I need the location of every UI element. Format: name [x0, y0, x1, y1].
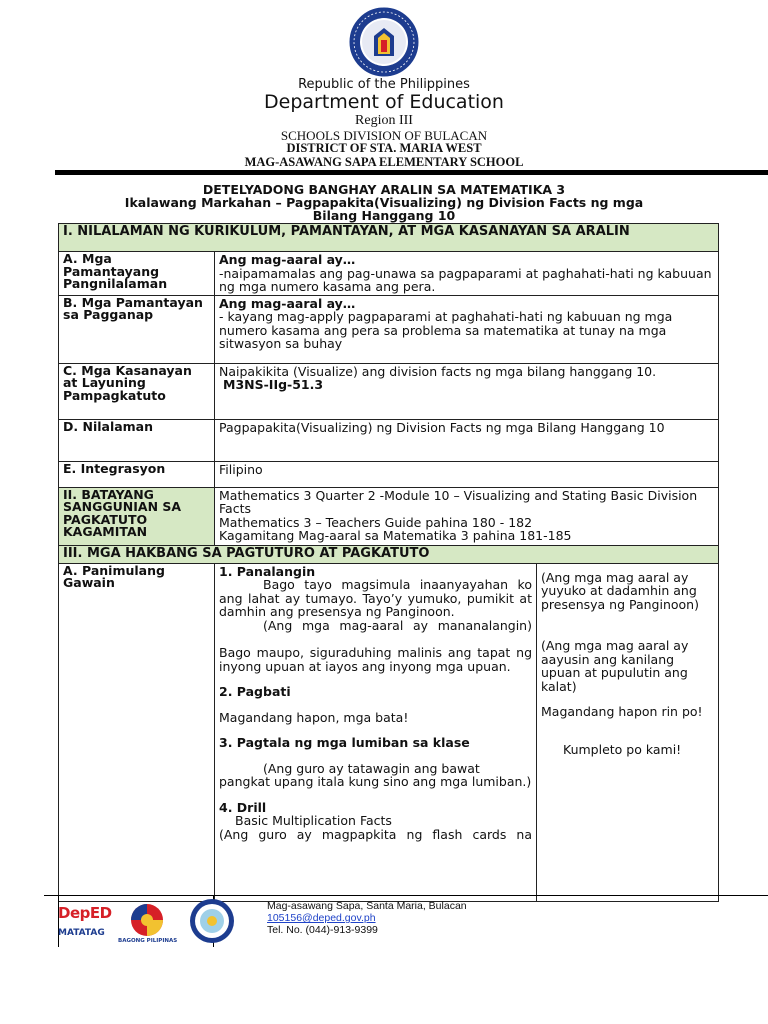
row-b-content [215, 295, 719, 363]
row-c-label: C. Mga Kasanayan at Layuning Pampagkatuto [59, 363, 215, 419]
footer-rule [44, 895, 768, 896]
step-3-heading: 3. Pagtala ng mga lumiban sa klase [219, 735, 470, 750]
row-a-heading: Ang mag-aaral ay… [219, 252, 356, 267]
deped-seal [336, 6, 432, 78]
plan-subtitle: Ikalawang Markahan – Pagpapakita(Visualizing) ng Division Facts ng mga [124, 195, 644, 210]
prayer-note: (Ang mga mag-aaral ay mananalangin) [263, 617, 532, 633]
references-cell [215, 487, 719, 545]
reference-2: Mathematics 3 – Teachers Guide pahina 180 - 182 [219, 514, 533, 530]
row-b-label: B. Mga Pamantayan sa Pagganap [59, 295, 215, 363]
row-b-heading: Ang mag-aaral ay… [219, 295, 356, 311]
bagong-pilipinas-label: BAGONG PILIPINAS [118, 938, 178, 944]
row-d-text: Pagpapakita(Visualizing) ng Division Facts ng mga Bilang Hanggang 10 [215, 419, 719, 461]
pupil-response-1: (Ang mga mag aaral ay yuyuko at dadamhin ang presensya ng Panginoon) [541, 569, 699, 612]
school-address: Mag-asawang Sapa, Santa Maria, Bulacan [267, 900, 467, 912]
pupil-response-2: (Ang mga mag aaral ay aayusin ang kanilang upuan at pupulutin ang kalat) [541, 638, 689, 694]
row-b-text: - kayang mag-apply pagpaparami at paghahati-hati ng kabuuan ng mga numero kasama ang pera sa problema sa matematika at tunay na mga sitwasyon sa buhay [219, 309, 673, 351]
lesson-plan-table [58, 223, 719, 902]
region-line: Region III [355, 113, 413, 128]
panimulang-label: A. Panimulang Gawain [59, 563, 215, 901]
plan-title: DETELYADONG BANGHAY ARALIN SA MATEMATIKA 3 [202, 182, 566, 197]
section-1-heading: I. NILALAMAN NG KURIKULUM, PAMANTAYAN, AT MGA KASANAYAN SA ARALIN [59, 224, 719, 252]
row-e-label: E. Integrasyon [59, 461, 215, 487]
row-a-text: -naipamamalas ang pag-unawa sa pagpaparami at paghahati-hati ng kabuuan ng mga numero kasama ang pera. [219, 265, 712, 294]
competency-code: M3NS-IIg-51.3 [223, 377, 324, 392]
prayer-text: Bago tayo magsimula inaanyayahan ko ang lahat ay tumayo. Tayo’y yumuko, pumikit at damhin ang presensya ng Panginoon. [219, 577, 532, 619]
reference-1: Mathematics 3 Quarter 2 -Module 10 – Visualizing and Stating Basic Division Facts [219, 487, 698, 516]
step-4-heading: 4. Drill [219, 799, 267, 815]
reference-3: Kagamitang Mag-aaral sa Matematika 3 pahina 181-185 [219, 528, 572, 543]
attendance-text: (Ang guro ay tatawagin ang bawat pangkat upang itala kung sino ang mga lumiban.) [219, 760, 532, 789]
header-rule [55, 170, 768, 175]
school-seal [184, 898, 240, 944]
department-name: Department of Education [264, 91, 504, 113]
seat-text: Bago maupo, siguraduhing malinis ang tapat ng inyong upuan at iayos ang inyong mga upuan. [219, 645, 532, 674]
row-e-text: Filipino [215, 461, 719, 487]
step-2-heading: 2. Pagbati [219, 684, 291, 699]
drill-note: (Ang guro ay magpapkita ng flash cards na [219, 826, 532, 842]
greeting-text: Magandang hapon, mga bata! [219, 709, 409, 725]
section-2-heading: II. BATAYANG SANGGUNIAN SA PAGKATUTO KAGAMITAN [59, 487, 215, 545]
row-c-content [215, 363, 719, 419]
row-c-text: Naipakikita (Visualize) ang division facts ng mga bilang hanggang 10. [219, 363, 657, 379]
pupil-activity-cell [537, 563, 719, 901]
footer-contact [267, 900, 467, 936]
pupil-response-4: Kumpleto po kami! [563, 741, 682, 757]
school-telephone: Tel. No. (044)-913-9399 [267, 924, 378, 936]
bagong-pilipinas-logo [122, 903, 172, 937]
deped-matatag-logo: DepED MATATAG [58, 904, 112, 938]
step-1-heading: 1. Panalangin [219, 563, 316, 579]
drill-text: Basic Multiplication Facts [235, 813, 392, 828]
row-d-label: D. Nilalaman [59, 419, 215, 461]
pupil-response-3: Magandang hapon rin po! [541, 704, 703, 719]
plan-subtitle-2: Bilang Hanggang 10 [312, 208, 456, 223]
teacher-activity-cell [215, 563, 537, 901]
republic-line: Republic of the Philippines [298, 77, 470, 92]
school-email-link[interactable]: 105156@deped.gov.ph [267, 912, 376, 924]
district-line: DISTRICT OF STA. MARIA WEST [286, 141, 482, 155]
section-3-heading: III. MGA HAKBANG SA PAGTUTURO AT PAGKATUTO [59, 545, 719, 563]
school-line: MAG-ASAWANG SAPA ELEMENTARY SCHOOL [244, 155, 524, 169]
division-line: SCHOOLS DIVISION OF BULACAN [280, 128, 488, 143]
row-a-label: A. Mga Pamantayang Pangnilalaman [59, 252, 215, 296]
row-a-content [215, 252, 719, 296]
